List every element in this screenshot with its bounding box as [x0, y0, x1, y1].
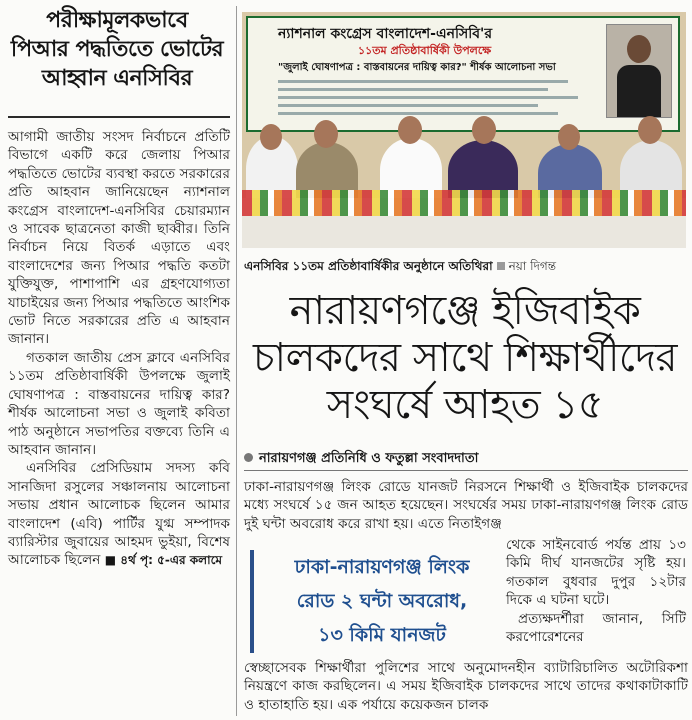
left-headline [6, 6, 228, 93]
left-paragraph-1: আগামী জাতীয় সংসদ নির্বাচনে প্রতিটি বিভাগে একটি করে জেলায় পিআর পদ্ধতিতে ভোটের ব্যবস্থা করতে সরকারের প্রতি আহবান জানিয়েছেন ন্যাশনাল কংগ্রেস বাংলাদেশ-এনসিবির চেয়ারম্যান ও সাবেক ছাত্রনেতা কাজী ছাব্বীর। তিনি নির্বাচন নিয়ে বিতর্ক এড়াতে এবং বাংলাদেশের জন্য পিআর পদ্ধতি কতটা যুক্তিযুক্ত, পাশাপাশি এর গ্রহণযোগ্যতা যাচাইয়ের জন্য পিআর পদ্ধতিতে আংশিক ভোট নিতে সরকারের প্রতি এ আহবান জানান। [8, 129, 230, 348]
left-article-body [8, 128, 230, 570]
right-paragraph-1: থেকে সাইনবোর্ড পর্যন্ত প্রায় ১৩ কিমি দীর্ঘ যানজটের সৃষ্টি হয়। গতকাল বুধবার দুপুর ১২টার দিকে এ ঘটনা ঘটে। [506, 537, 686, 609]
banner-topic: "জুলাই ঘোষণাপত্র : বাস্তবায়নের দায়িত্ব কার?" শীর্ষক আলোচনা সভা [278, 62, 556, 73]
left-headline-line-2: পিআর পদ্ধতিতে ভোটের [10, 37, 224, 62]
main-bottom-text: স্বেচ্ছাসেবক শিক্ষার্থীরা পুলিশের সাথে অনুমোদনহীন ব্যাটারিচালিত অটোরিকশা নিয়ন্ত্রণে কাজ করছিলেন। এ সময় ইজিবাইক চালকদের সাথে তাদের কথাকাটাকাটি ও হাতাহাতি হয়। এক পর্যায়ে কয়েকজন চালক [244, 660, 688, 713]
byline [244, 449, 478, 470]
main-headline [242, 288, 688, 429]
pull-quote-line-2: রোড ২ ঘন্টা অবরোধ, [296, 590, 468, 612]
guest-face [638, 116, 662, 144]
left-headline-line-1: পরীক্ষামূলকভাবে [46, 8, 188, 33]
guest-face [260, 124, 282, 150]
pull-quote [250, 550, 500, 653]
guest-face [472, 116, 496, 144]
main-lead: ঢাকা-নারায়ণগঞ্জ লিংক রোডে যানজট নিরসনে শিক্ষার্থী ও ইজিবাইক চালকদের মধ্যে সংঘর্ষে ১৫ জন আহত হয়েছেন। সংঘর্ষের সময় ঢাকা-নারায়ণগঞ্জ লিংক রোড দুই ঘন্টা অবরোধ করে রাখা হয়। এতে নিতাইগঞ্জ [244, 479, 688, 532]
banner-text-line [278, 96, 578, 99]
banner-text-line [278, 104, 538, 107]
portrait-torso [617, 65, 661, 117]
main-right-column [506, 536, 686, 646]
pull-quote-line-3: ১৩ কিমি যানজট [318, 624, 446, 646]
portrait-head [627, 35, 651, 63]
event-banner [246, 16, 680, 132]
banner-text-line [278, 80, 568, 83]
guest-face [398, 116, 422, 144]
guest-face [314, 120, 338, 148]
main-headline-line-1: নারায়ণগঞ্জে ইজিবাইক [289, 288, 641, 334]
caption-square-icon [497, 262, 505, 270]
pull-quote-line-1: ঢাকা-নারায়ণগঞ্জ লিংক [294, 556, 470, 578]
right-paragraph-2: প্রত্যক্ষদর্শীরা জানান, সিটি করপোরেশনের [506, 610, 686, 646]
event-photo [242, 12, 686, 248]
bullet-icon [244, 453, 253, 462]
guest-face [558, 124, 580, 150]
left-headline-rule [8, 116, 230, 118]
banner-subtitle: ১১তম প্রতিষ্ঠাবার্ষিকী উপলক্ষে [358, 44, 492, 57]
banner-portrait [606, 24, 672, 118]
caption-source: নয়া দিগন্ত [508, 259, 557, 273]
banner-text-line [278, 112, 558, 115]
byline-text: নারায়ণগঞ্জ প্রতিনিধি ও ফতুল্লা সংবাদদাতা [259, 451, 479, 466]
photo-caption [244, 258, 688, 278]
main-headline-line-2: চালকদের সাথে শিক্ষার্থীদের [252, 335, 678, 381]
left-paragraph-3 [8, 459, 230, 569]
main-headline-line-3: সংঘর্ষে আহত ১৫ [326, 382, 604, 428]
left-paragraph-3-text: এনসিবির প্রেসিডিয়াম সদস্য কবি সানজিদা রসুলের সঞ্চালনায় আলোচনা সভায় প্রধান আলোচক ছিলেন আমার বাংলাদেশ (এবি) পার্টির যুগ্ম সম্পাদক ব্যারিস্টার জুবায়ের আহমদ ভুইয়া, বিশেষ আলোচক ছিলেন [8, 460, 230, 569]
flower-decoration [242, 190, 686, 216]
byline-rule [244, 470, 688, 471]
continuation-note: ■ ৪র্থ পৃ: ৫-এর কলামে [104, 553, 223, 568]
left-paragraph-2: গতকাল জাতীয় প্রেস ক্লাবে এনসিবির ১১তম প্রতিষ্ঠাবার্ষিকী উপলক্ষে জুলাই ঘোষণাপত্র : বাস্তবায়নের দায়িত্ব কার? শীর্ষক আলোচনা সভা ও জুলাই কবিতা পাঠ অনুষ্ঠানে সভাপতির বক্তব্যে তিনি এ আহবান জানান। [8, 349, 230, 458]
banner-text-line [278, 88, 548, 91]
column-divider [236, 6, 237, 716]
banner-title: ন্যাশনাল কংগ্রেস বাংলাদেশ-এনসিবি'র [278, 26, 493, 42]
caption-text: এনসিবির ১১তম প্রতিষ্ঠাবার্ষিকীর অনুষ্ঠানে অতিথিরা [244, 259, 493, 273]
left-headline-line-3: আহ্বান এনসিবির [41, 66, 193, 91]
continuation-text: ৪র্থ পৃ: ৫-এর কলামে [120, 553, 223, 568]
